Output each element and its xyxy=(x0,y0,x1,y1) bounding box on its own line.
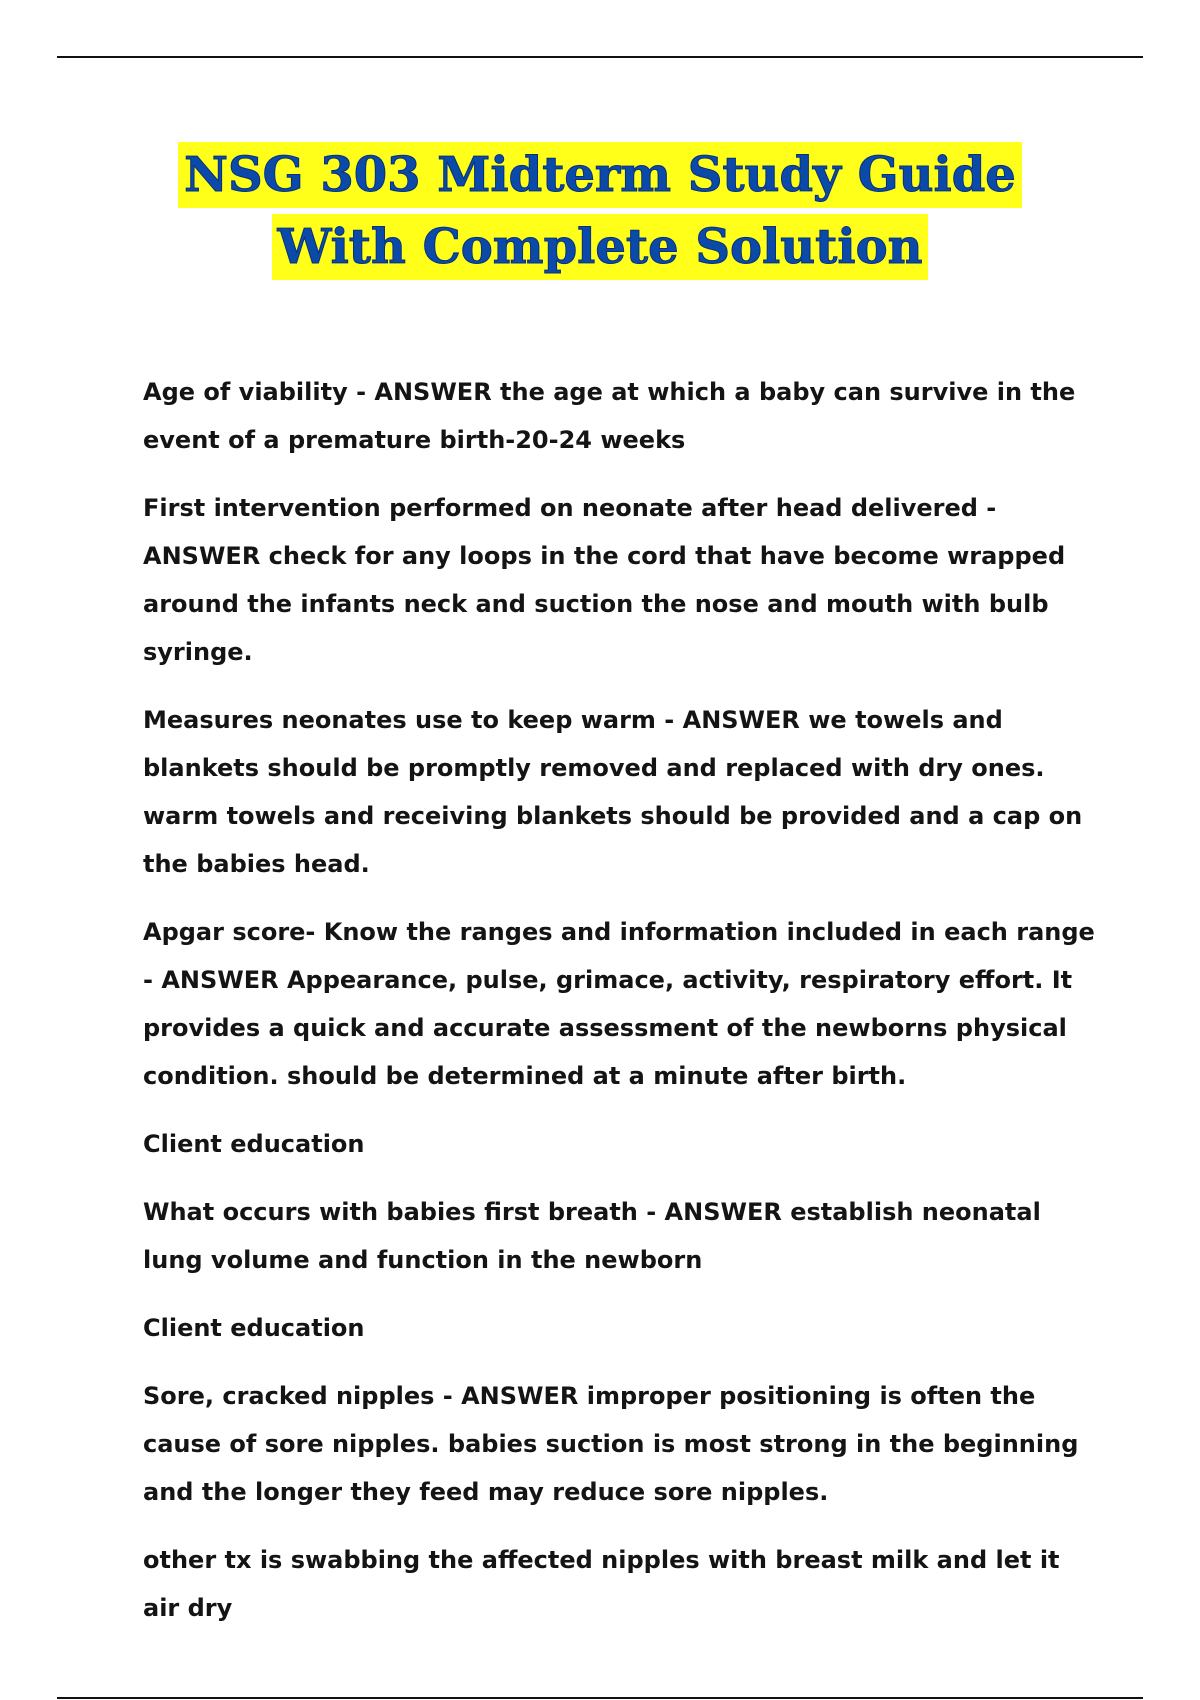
paragraph-age-of-viability: Age of viability - ANSWER the age at which a baby can survive in the event of a premature birth-20-24 weeks xyxy=(143,378,1076,454)
footer-rule xyxy=(57,1697,1143,1699)
document-title xyxy=(0,142,1200,280)
header-rule xyxy=(57,56,1143,58)
document-body xyxy=(143,368,1103,1652)
paragraph-first-intervention: First intervention performed on neonate after head delivered - ANSWER check for any loops in the cord that have become wrapped around the infants neck and suction the nose and mouth with bulb syringe. xyxy=(143,494,1066,666)
title-line-2: With Complete Solution xyxy=(272,214,929,280)
paragraph-first-breath: What occurs with babies first breath - ANSWER establish neonatal lung volume and function in the newborn xyxy=(143,1198,1041,1274)
paragraph-apgar-score: Apgar score- Know the ranges and information included in each range - ANSWER Appearance, pulse, grimace, activity, respiratory effort. It provides a quick and accurate assessment of the newborns physical condition. should be determined at a minute after birth. xyxy=(143,918,1095,1090)
paragraph-keep-warm: Measures neonates use to keep warm - ANSWER we towels and blankets should be promptly removed and replaced with dry ones. warm towels and receiving blankets should be provided and a cap on the babies head. xyxy=(143,706,1083,878)
paragraph-client-education: Client education xyxy=(143,1130,365,1158)
paragraph-other-tx: other tx is swabbing the affected nipples with breast milk and let it air dry xyxy=(143,1546,1060,1622)
title-line-1: NSG 303 Midterm Study Guide xyxy=(178,142,1022,208)
paragraph-sore-nipples: Sore, cracked nipples - ANSWER improper positioning is often the cause of sore nipples. babies suction is most strong in the beginning and the longer they feed may reduce sore nipples. xyxy=(143,1382,1079,1506)
paragraph-client-education-2: Client education xyxy=(143,1314,365,1342)
